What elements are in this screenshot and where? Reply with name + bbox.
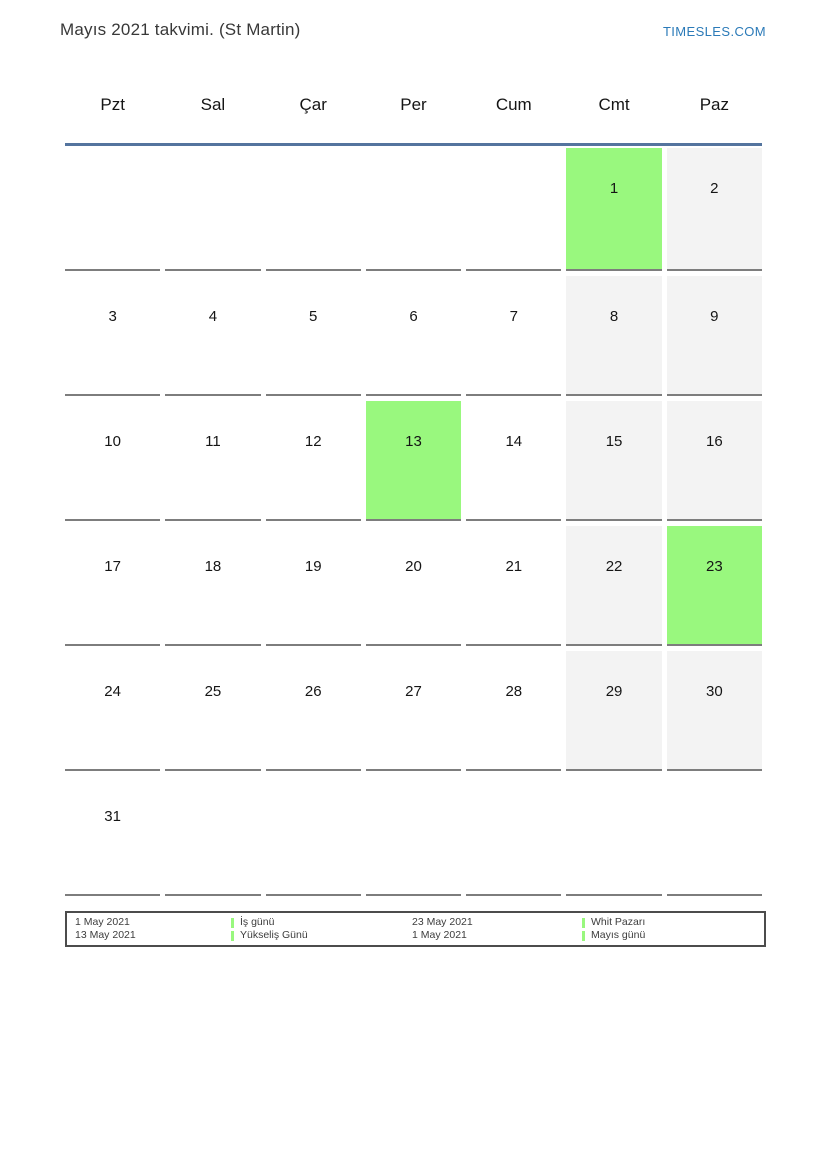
weekday-header-sal: Sal bbox=[200, 95, 226, 114]
day-cell-22 bbox=[566, 526, 661, 646]
day-cell-27 bbox=[366, 651, 461, 771]
page-title: Mayıs 2021 takvimi. (St Martin) bbox=[60, 20, 301, 39]
day-number: 12 bbox=[304, 433, 322, 450]
empty-cell bbox=[165, 148, 260, 271]
day-number: 18 bbox=[204, 558, 222, 575]
empty-cell bbox=[667, 776, 762, 896]
day-cell-18 bbox=[165, 526, 260, 646]
empty-cell bbox=[466, 776, 561, 896]
week-row-3 bbox=[65, 396, 762, 521]
day-cell-1 bbox=[566, 148, 661, 271]
day-cell-31 bbox=[65, 776, 160, 896]
legend-date: 1 May 2021 bbox=[75, 916, 130, 928]
day-number: 15 bbox=[605, 433, 623, 450]
day-number: 1 bbox=[609, 180, 619, 197]
empty-cell bbox=[266, 148, 361, 271]
day-cell-28 bbox=[466, 651, 561, 771]
weekday-header-car: Çar bbox=[299, 95, 327, 114]
week-row-5 bbox=[65, 646, 762, 771]
day-number: 17 bbox=[104, 558, 121, 575]
legend-date: 13 May 2021 bbox=[75, 929, 136, 941]
day-cell-9 bbox=[667, 276, 762, 396]
weekday-header-per: Per bbox=[400, 95, 427, 114]
day-cell-15 bbox=[566, 401, 661, 521]
legend-entry bbox=[231, 929, 412, 942]
empty-cell bbox=[566, 776, 661, 896]
day-number: 9 bbox=[710, 308, 719, 325]
day-cell-7 bbox=[466, 276, 561, 396]
empty-cell bbox=[165, 776, 260, 896]
day-number: 28 bbox=[505, 683, 523, 700]
legend-box bbox=[65, 911, 766, 947]
day-cell-30 bbox=[667, 651, 762, 771]
empty-cell bbox=[366, 776, 461, 896]
day-number: 23 bbox=[706, 558, 723, 575]
day-number: 7 bbox=[509, 308, 518, 325]
day-cell-25 bbox=[165, 651, 260, 771]
day-cell-16 bbox=[667, 401, 762, 521]
day-cell-8 bbox=[566, 276, 661, 396]
legend-names-group-2 bbox=[582, 916, 764, 942]
week-row-6 bbox=[65, 771, 762, 896]
weekday-header-pzt: Pzt bbox=[100, 95, 125, 114]
legend-dates-group-1 bbox=[67, 916, 231, 942]
empty-cell bbox=[65, 148, 160, 271]
day-cell-2 bbox=[667, 148, 762, 271]
day-number: 10 bbox=[104, 433, 121, 450]
day-cell-5 bbox=[266, 276, 361, 396]
day-number: 8 bbox=[609, 308, 619, 325]
day-cell-3 bbox=[65, 276, 160, 396]
site-link[interactable]: TIMESLES.COM bbox=[662, 24, 766, 39]
legend-color-bar bbox=[582, 931, 585, 941]
day-number: 4 bbox=[208, 308, 218, 325]
weekday-header-cmt: Cmt bbox=[598, 95, 630, 114]
empty-cell bbox=[266, 776, 361, 896]
legend-color-bar bbox=[582, 918, 585, 928]
legend-holiday-name: Yükseliş Günü bbox=[240, 929, 308, 941]
legend-holiday-name: Mayıs günü bbox=[591, 929, 646, 941]
legend-date: 23 May 2021 bbox=[412, 916, 473, 928]
day-number: 5 bbox=[309, 308, 318, 325]
day-cell-14 bbox=[466, 401, 561, 521]
day-number: 22 bbox=[605, 558, 623, 575]
day-cell-6 bbox=[366, 276, 461, 396]
day-cell-12 bbox=[266, 401, 361, 521]
day-number: 3 bbox=[108, 308, 117, 325]
day-number: 2 bbox=[710, 180, 719, 197]
day-number: 20 bbox=[405, 558, 422, 575]
legend-entry bbox=[231, 916, 412, 929]
day-number: 27 bbox=[405, 683, 422, 700]
day-number: 25 bbox=[204, 683, 222, 700]
day-cell-24 bbox=[65, 651, 160, 771]
week-row-1 bbox=[65, 146, 762, 271]
weekday-header-paz: Paz bbox=[699, 95, 729, 114]
legend-holiday-name: İş günü bbox=[240, 916, 275, 928]
weekday-header-cum: Cum bbox=[495, 95, 532, 114]
legend-entry bbox=[582, 929, 764, 942]
day-number: 6 bbox=[409, 308, 418, 325]
day-cell-19 bbox=[266, 526, 361, 646]
day-cell-17 bbox=[65, 526, 160, 646]
calendar-grid bbox=[65, 146, 762, 896]
day-number: 26 bbox=[304, 683, 322, 700]
day-cell-20 bbox=[366, 526, 461, 646]
day-number: 31 bbox=[104, 808, 121, 825]
day-cell-26 bbox=[266, 651, 361, 771]
day-number: 29 bbox=[605, 683, 623, 700]
day-cell-10 bbox=[65, 401, 160, 521]
day-cell-13 bbox=[366, 401, 461, 521]
legend-names-group-1 bbox=[231, 916, 412, 942]
legend-date: 1 May 2021 bbox=[412, 929, 467, 941]
day-number: 21 bbox=[505, 558, 523, 575]
legend-holiday-name: Whit Pazarı bbox=[591, 916, 646, 928]
day-cell-11 bbox=[165, 401, 260, 521]
day-cell-23 bbox=[667, 526, 762, 646]
day-cell-29 bbox=[566, 651, 661, 771]
day-number: 14 bbox=[505, 433, 523, 450]
week-row-4 bbox=[65, 521, 762, 646]
day-number: 24 bbox=[104, 683, 121, 700]
day-number: 16 bbox=[706, 433, 723, 450]
empty-cell bbox=[466, 148, 561, 271]
day-cell-4 bbox=[165, 276, 260, 396]
day-cell-21 bbox=[466, 526, 561, 646]
weekday-header-row bbox=[65, 90, 762, 143]
day-number: 19 bbox=[304, 558, 322, 575]
calendar bbox=[65, 90, 762, 896]
day-number: 11 bbox=[205, 433, 221, 450]
week-row-2 bbox=[65, 271, 762, 396]
legend-color-bar bbox=[231, 918, 234, 928]
legend-color-bar bbox=[231, 931, 234, 941]
empty-cell bbox=[366, 148, 461, 271]
legend-dates-group-2 bbox=[412, 916, 582, 942]
legend-entry bbox=[582, 916, 764, 929]
day-number: 13 bbox=[405, 433, 422, 450]
day-number: 30 bbox=[706, 683, 723, 700]
